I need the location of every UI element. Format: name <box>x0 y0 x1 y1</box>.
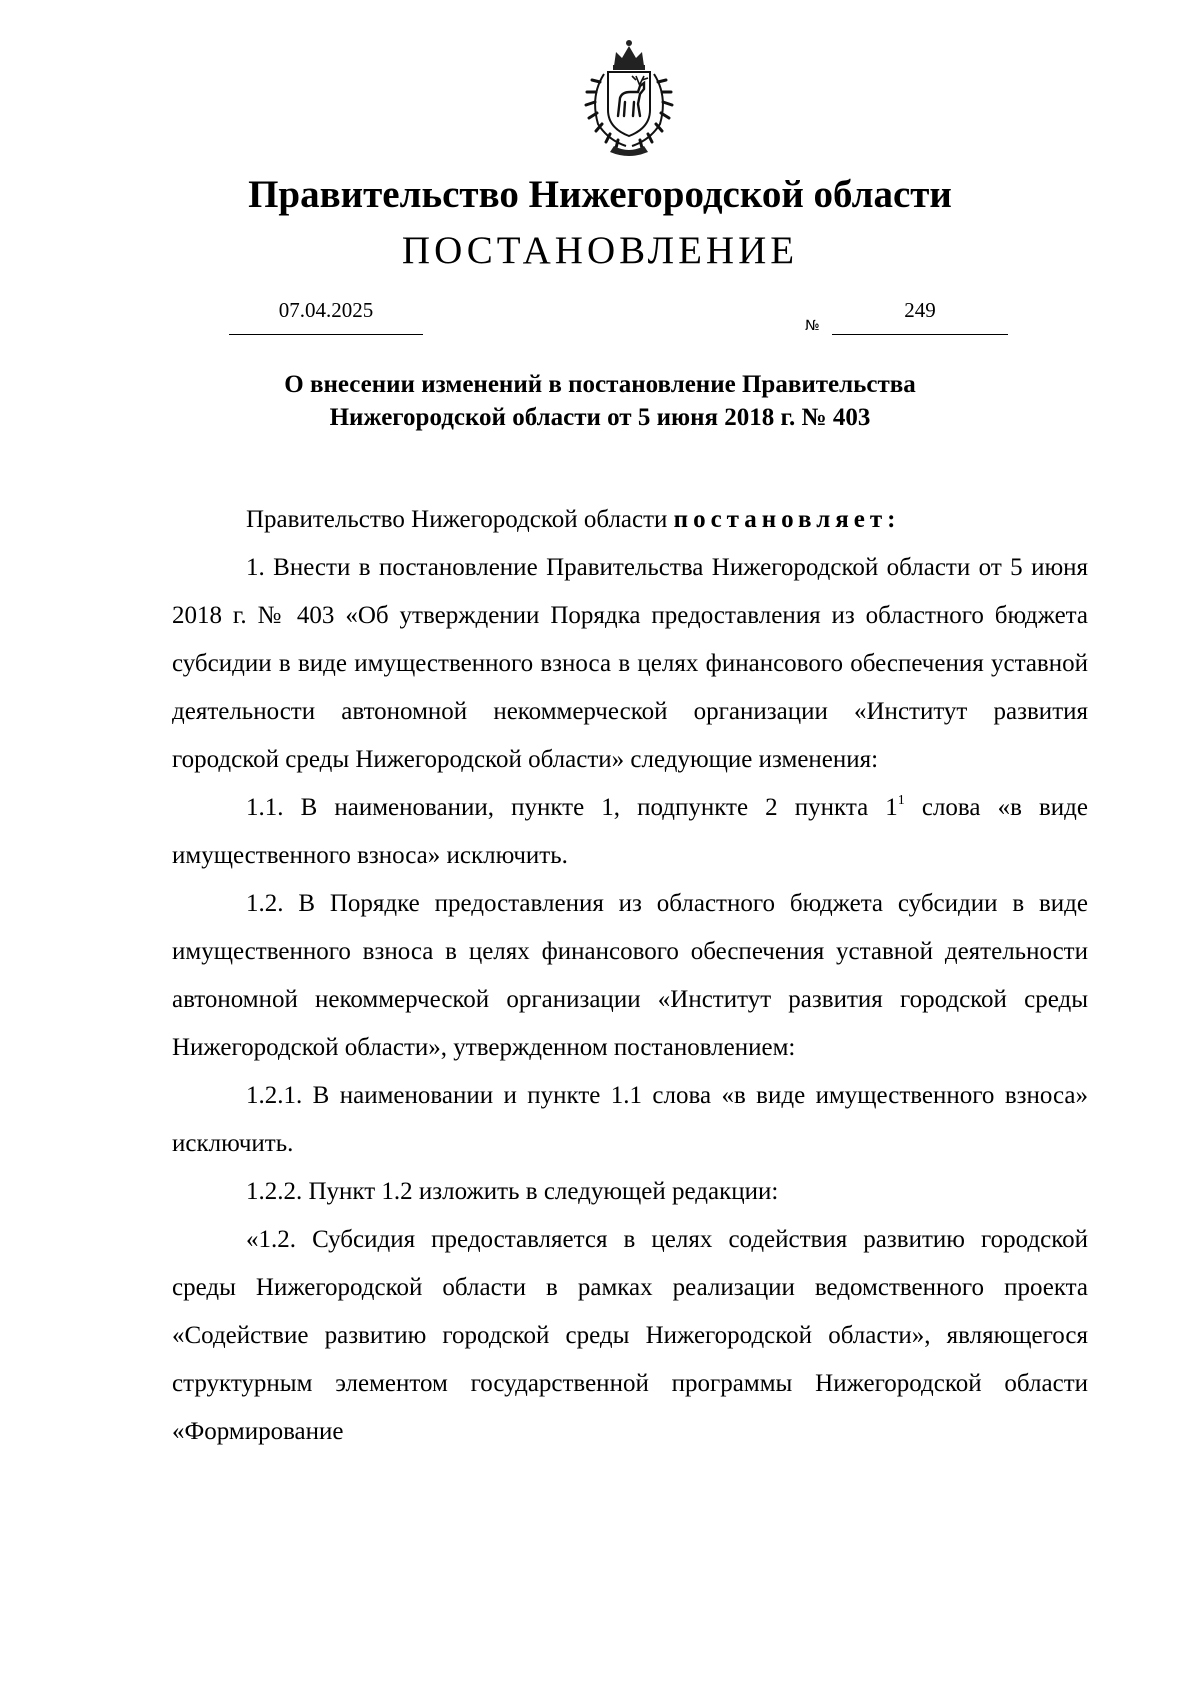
intro-action: постановляет: <box>673 506 901 533</box>
quoted-paragraph: «1.2. Субсидия предоставляется в целях содействия развитию городской среды Нижегородской области в рамках реализации ведомственного проекта «Содействие развитию городской среды Нижегородской области», являющегося структурным элементом государственной программы Нижегородской области «Формирование <box>172 1226 1088 1445</box>
coat-of-arms-icon <box>578 36 680 156</box>
paragraph-1: 1. Внести в постановление Правительства Нижегородской области от 5 июня 2018 г. № 403 «Об утверждении Порядка предоставления из областного бюджета субсидии в виде имущественного взноса в целях финансового обеспечения уставной деятельности автономной некоммерческой организации «Институт развития городской среды Нижегородской области» следующие изменения: <box>172 554 1088 773</box>
paragraph-1-1-end: слова «в виде имущественного взноса» исключить. <box>172 794 1088 869</box>
document-number: 249 <box>904 298 936 322</box>
paragraph-1-2: 1.2. В Порядке предоставления из областного бюджета субсидии в виде имущественного взноса в целях финансового обеспечения уставной деятельности автономной некоммерческой организации «Институт развития городской среды Нижегородской области», утвержденном постановлением: <box>172 890 1088 1061</box>
document-title <box>200 368 1000 434</box>
paragraph-1-2-1: 1.2.1. В наименовании и пункте 1.1 слова «в виде имущественного взноса» исключить. <box>172 1082 1088 1157</box>
paragraph-1-1-superscript: 1 <box>897 793 905 808</box>
document-body <box>172 496 1088 1456</box>
intro-prefix: Правительство Нижегородской области <box>246 506 674 533</box>
government-name: Правительство Нижегородской области <box>248 173 952 216</box>
paragraph-1-2-2: 1.2.2. Пункт 1.2 изложить в следующей редакции: <box>246 1178 779 1205</box>
document-title-line-2: Нижегородской области от 5 июня 2018 г. № 403 <box>329 404 871 431</box>
document-type: ПОСТАНОВЛЕНИЕ <box>401 229 799 272</box>
number-sign: № <box>805 318 820 334</box>
date-field <box>229 298 423 335</box>
document-date: 07.04.2025 <box>278 298 374 322</box>
paragraph-1-1-start: 1.1. В наименовании, пункте 1, подпункте 2 пункта 1 <box>246 794 898 821</box>
intro-paragraph <box>172 496 1088 544</box>
paragraph-1-1 <box>172 784 1088 880</box>
document-title-line-1: О внесении изменений в постановление Правительства <box>284 371 916 398</box>
number-field <box>832 298 1008 335</box>
